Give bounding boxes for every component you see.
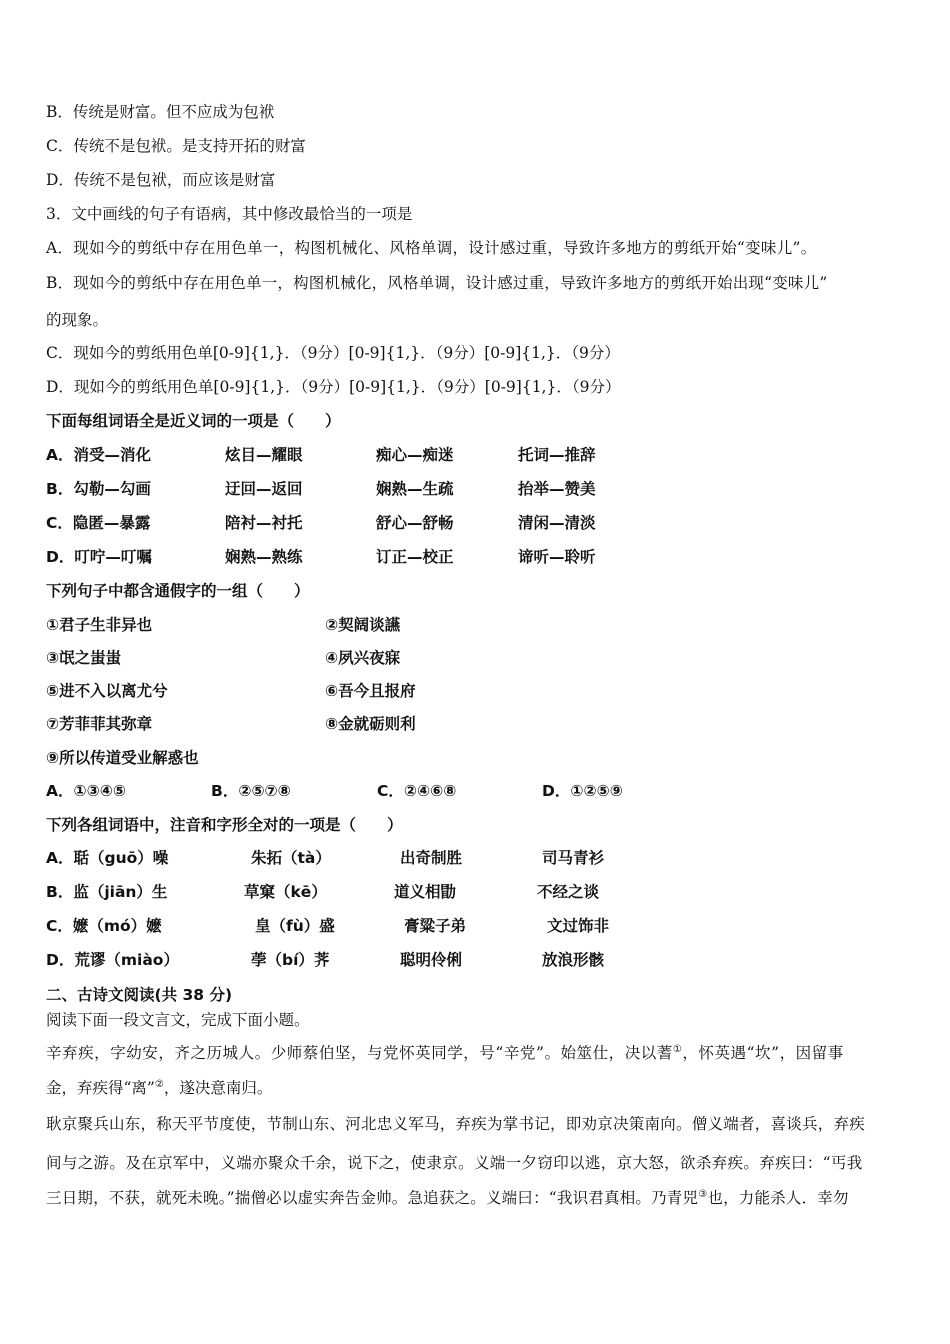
q4-b-2: 迂回—返回	[225, 480, 303, 498]
q6-a-3: 出奇制胜	[400, 849, 463, 867]
q6-c-4: 文过饰非	[547, 917, 610, 935]
q3-stem: 3．文中画线的句子有语病，其中修改最恰当的一项是	[46, 205, 413, 223]
passage-text: 辛弃疾，字幼安，齐之历城人。少师蔡伯坚，与党怀英同学，号“辛党”。始筮仕，决以蓍	[46, 1044, 673, 1062]
q4-a-1: A．消受—消化	[46, 446, 151, 464]
q3-option-b-line1: B．现如今的剪纸中存在用色单一，构图机械化，风格单调，设计感过重，导致许多地方的剪纸开始出现“变味儿”	[46, 274, 828, 292]
q4-a-2: 炫目—耀眼	[225, 446, 303, 464]
q6-c-1: C．嬷（mó）嬷	[46, 917, 162, 935]
q6-b-3: 道义相勖	[394, 883, 457, 901]
q4-c-2: 陪衬—衬托	[225, 514, 303, 532]
q4-d-3: 订正—校正	[376, 548, 454, 566]
q5-item-4: ④夙兴夜寐	[325, 649, 401, 667]
q4-c-1: C．隐匿—暴露	[46, 514, 151, 532]
section-2-heading: 二、古诗文阅读(共 38 分)	[46, 986, 233, 1004]
footnote-marker-1: ①	[672, 1043, 683, 1055]
q6-b-4: 不经之谈	[537, 883, 600, 901]
q3-option-b-line2: 的现象。	[46, 311, 109, 329]
passage-p2-line2: 间与之游。及在京军中，义端亦聚众千余，说下之，使隶京。义端一夕窃印以逃，京大怒，欲杀弃疾。弃疾曰：“丐我	[46, 1154, 863, 1172]
q2-option-c: C．传统不是包袱。是支持开拓的财富	[46, 137, 306, 155]
passage-text: 三日期，不获，就死未晚。”揣僧必以虚实奔告金帅。急追获之。义端曰：“我识君真相。乃青兕	[46, 1189, 699, 1207]
q5-item-9: ⑨所以传道受业解惑也	[46, 749, 199, 767]
q6-d-3: 聪明伶俐	[400, 951, 463, 969]
q4-a-4: 托词—推辞	[518, 446, 596, 464]
q5-item-2: ②契阔谈讌	[325, 616, 401, 634]
q6-a-1: A．聒（guō）噪	[46, 849, 169, 867]
section-2-intro: 阅读下面一段文言文，完成下面小题。	[46, 1011, 310, 1029]
passage-text: 金，弃疾得“离”	[46, 1079, 155, 1097]
q4-c-3: 舒心—舒畅	[376, 514, 454, 532]
q2-option-b: B．传统是财富。但不应成为包袱	[46, 103, 275, 121]
q3-option-a: A．现如今的剪纸中存在用色单一，构图机械化、风格单调，设计感过重，导致许多地方的剪纸开始“变味儿”。	[46, 239, 817, 257]
q5-item-7: ⑦芳菲菲其弥章	[46, 715, 153, 733]
passage-text: ，怀英遇“坎”，因留事	[682, 1044, 844, 1062]
q5-option-c: C．②④⑥⑧	[377, 782, 457, 800]
q6-stem: 下列各组词语中，注音和字形全对的一项是（ ）	[46, 816, 403, 834]
q6-b-1: B．监（jiān）生	[46, 883, 168, 901]
passage-p1-line1	[46, 1043, 906, 1063]
q2-option-d: D．传统不是包袱，而应该是财富	[46, 171, 276, 189]
q4-d-1: D．叮咛—叮嘱	[46, 548, 152, 566]
passage-text: ，遂决意南归。	[163, 1079, 273, 1097]
passage-p1-line2	[46, 1078, 272, 1098]
q5-option-a: A．①③④⑤	[46, 782, 126, 800]
q6-c-2: 皇（fù）盛	[255, 917, 335, 935]
q4-stem: 下面每组词语全是近义词的一项是（ ）	[46, 412, 341, 430]
q4-d-4: 谛听—聆听	[518, 548, 596, 566]
passage-p2-line3	[46, 1188, 906, 1208]
q3-option-d: D．现如今的剪纸用色单[0-9]{1,}．（9分）[0-9]{1,}．（9分）[0-9]{1,}．（9分）	[46, 378, 621, 396]
q5-item-8: ⑧金就砺则利	[325, 715, 416, 733]
q5-option-d: D．①②⑤⑨	[542, 782, 623, 800]
q4-a-3: 痴心—痴迷	[376, 446, 454, 464]
q5-item-6: ⑥吾今且报府	[325, 682, 416, 700]
q6-a-4: 司马青衫	[542, 849, 605, 867]
passage-p2-line1: 耿京聚兵山东，称天平节度使，节制山东、河北忠义军马，弃疾为掌书记，即劝京决策南向。僧义端者，喜谈兵，弃疾	[46, 1115, 866, 1133]
q5-item-5: ⑤进不入以离尤兮	[46, 682, 168, 700]
q4-d-2: 娴熟—熟练	[225, 548, 303, 566]
passage-text: 也，力能杀人．幸勿	[707, 1189, 849, 1207]
q6-a-2: 朱拓（tà）	[251, 849, 331, 867]
q4-c-4: 清闲—清淡	[518, 514, 596, 532]
q6-d-4: 放浪形骸	[542, 951, 605, 969]
q5-option-b: B．②⑤⑦⑧	[211, 782, 291, 800]
q6-d-2: 荸（bí）荠	[251, 951, 330, 969]
q6-c-3: 膏粱子弟	[404, 917, 467, 935]
footnote-marker-3: ③	[698, 1188, 708, 1200]
q4-b-1: B．勾勒—勾画	[46, 480, 151, 498]
q4-b-3: 娴熟—生疏	[376, 480, 454, 498]
footnote-marker-2: ②	[154, 1078, 164, 1090]
q5-stem: 下列句子中都含通假字的一组（ ）	[46, 582, 310, 600]
q5-item-1: ①君子生非异也	[46, 616, 153, 634]
q5-item-3: ③氓之蚩蚩	[46, 649, 122, 667]
q6-b-2: 草窠（kē）	[244, 883, 327, 901]
q3-option-c: C．现如今的剪纸用色单[0-9]{1,}．（9分）[0-9]{1,}．（9分）[0-9]{1,}．（9分）	[46, 344, 620, 362]
q4-b-4: 抬举—赞美	[518, 480, 596, 498]
q6-d-1: D．荒谬（miào）	[46, 951, 179, 969]
